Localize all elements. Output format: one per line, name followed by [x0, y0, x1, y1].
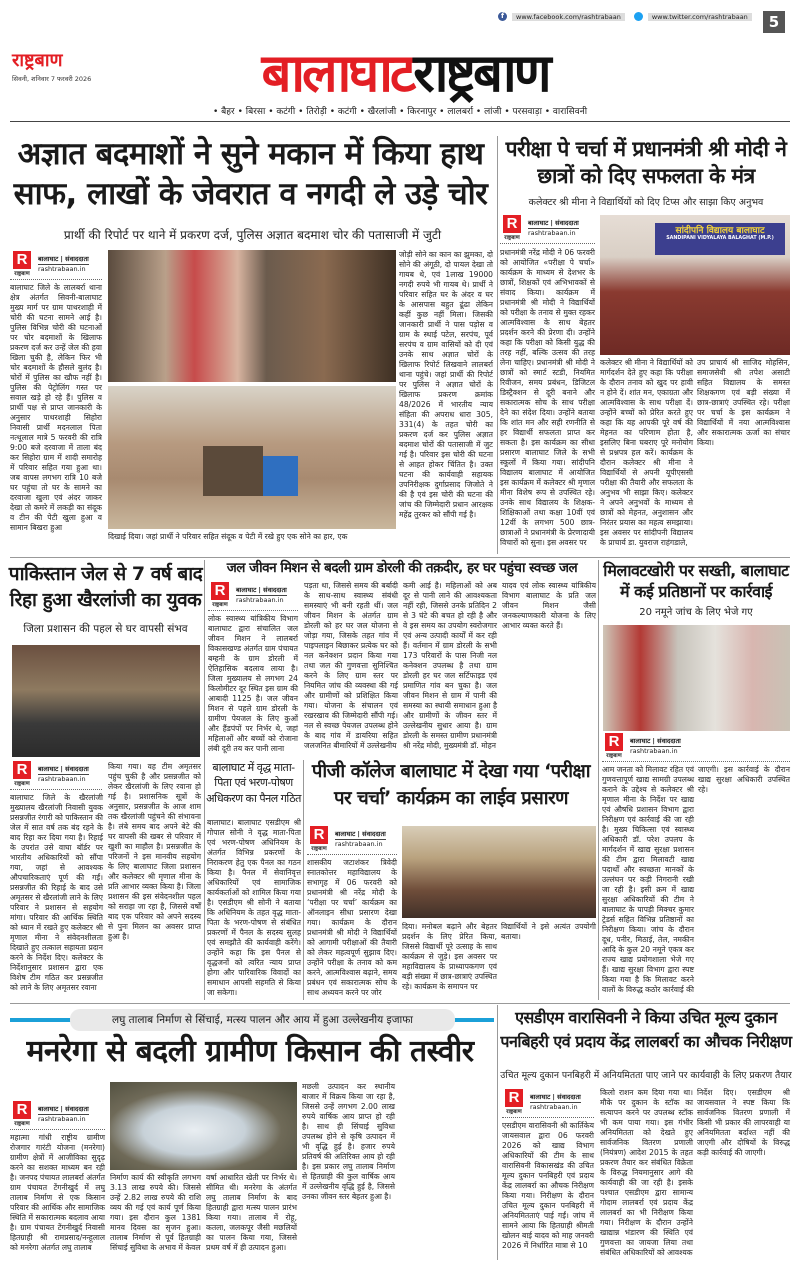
a2-body-col3: उप प्राचार्य श्री साजिद मोहसिन, समाजसेवी श्री तपेश असाटी सहित विद्यालय के समस्त शिक्षकगण एवं बड़ी संख्या में छात्र-छात्राएं उपस्थित रहे। परीक्षा पर चर्चा के इस कार्यक्रम ने विद्यार्थियों में नया आत्मविश्वास और सकारात्मक ऊर्जा का संचार किया।: [697, 358, 790, 448]
rashtrabaan-logo: R राष्ट्रबाण: [506, 1088, 522, 1115]
a1-body-left: बालाघाट जिले के लालबर्रा थाना क्षेत्र अंतर्गत सिवनी-बालाघाट मुख्य मार्ग पर ग्राम पाथरशाही में चोरी की घटना सामने आई है। पुलिस विभिन्न चोरी की घटनाओं पर चोर बदमाशों के खिलाफ प्रकरण दर्ज कर उन्हें जेल की हवा खिला चुकी है, लेकिन फिर भी चोर बदमाशों के हौसले बुलंद है।चोरों में पुलिस का खौफ नहीं है। पुलिस की पेट्रोलिंग गस्त पर सवाल खड़े हो रहे हैं। पुलिस व प्रार्थी पक्ष से प्राप्त जानकारी के अनुसार पाथरशाही सिहोरा निवासी प्रार्थी मदनलाल पिता नत्थूलाल मात्रे 5 फरवरी की रात्रि 9:00 बजे दरवाजा में ताला बंद कर सिहोरा ग्राम में शादी समारोह में परिवार सहित गया हुआ था। जब वापस लगभग रात्रि 10 बजे घर पहुंचा तो घर के सामने का दरवाजा खुला एवं अंदर जाकर देखा तो कमरे में लकड़ी का संदूक व टीन की पेटी खुला हुआ व सामान बिखरा हुआ: [10, 283, 102, 533]
a7-body-col2: जाएगी। इस कार्रवाई के दौरान खाद्य सुरक्षा अधिकारी उपस्थित रहे।: [698, 765, 790, 795]
masthead-title-red: बालाघाट: [261, 42, 414, 104]
row-rule: [10, 557, 790, 558]
masthead-title-black: राष्ट्रबाण: [413, 42, 549, 104]
row-rule: [10, 1003, 790, 1004]
a2-headline: परीक्षा पे चर्चा में प्रधानमंत्री श्री मोदी ने छात्रों को दिए सफलता के मंत्र: [505, 137, 787, 189]
column-divider: [303, 760, 304, 1000]
masthead-rule: [10, 121, 790, 122]
a9-body-col3: निर्देश दिए। एसडीएम श्री जायसवाल ने स्पष्ट किया कि सार्वजनिक वितरण प्रणाली में किसी भी प्रकार की लापरवाही या अनियमितता बर्दाश्त नहीं की जाएगी और दोषियों के विरुद्ध कड़ी कार्रवाई की जाएगी।: [697, 1088, 790, 1158]
byline: R राष्ट्रबाण बालाघाट | संवाददाता rashtrabaan.in: [502, 1088, 594, 1118]
a9-body-col1: एसडीएम वारासिवनी श्री कार्तिकेय जायसवाल द्वारा 06 फरवरी 2026 को खाद्य विभाग अधिकारियों की टीम के साथ वारासिवनी विकासखंड की उचित मूल्य दुकान पनबिहरी एवं प्रदाय केंद्र लालबर्रा का औचक निरीक्षण किया गया। निरीक्षण के दौरान उचित मूल्य दुकान पनबिहरी में अनियमितताएं पाई गईं। जांच में सामने आया कि हितग्राही श्रीमती खोलन बाई यादव को माह जनवरी 2026 में निर्धारित मात्रा से 10: [502, 1121, 594, 1251]
a1-caption: दिखाई दिया। जहां प्रार्थी ने परिवार सहित संदूक व पेटी में रखे हुए एक सोने का हार, एक: [108, 532, 348, 541]
a2-subhead: कलेक्टर श्री मीना ने विद्यार्थियों को दिए टिप्स और साझा किए अनुभव: [528, 197, 764, 208]
dateline: सिवनी, शनिवार 7 फरवरी 2026: [12, 75, 92, 83]
byline: R राष्ट्रबाण बालाघाट | संवाददाता rashtrabaan.in: [208, 581, 298, 611]
towns-nav: • बैहर • बिरसा • कटंगी • तिरोड़ी • कटंगी • खैरलांजी • किरनापुर • लालबर्रा • लांजी • परसवाड़ा • वारासिवनी: [212, 107, 588, 117]
rashtrabaan-logo: R राष्ट्रबाण: [606, 732, 622, 759]
a7-body-col1: आम जनता को मिलावट रहित एवं गुणवत्तापूर्ण खाद्य सामग्री उपलब्ध कराने के उद्देश्य से कलेक्टर श्री मृणाल मीना के निर्देश पर खाद्य एवं औषधि प्रशासन विभाग द्वारा निरीक्षण एवं कार्रवाई की जा रही है। मुख्य चिकित्सा एवं स्वास्थ्य अधिकारी डॉ. परेश उपलप के मार्गदर्शन में खाद्य सुरक्षा प्रशासन की टीम द्वारा मिलावटी खाद्य पदार्थों और स्वच्छता मानकों के उल्लंघन पर कड़ी निगरानी रखी जा रही है। इसी क्रम में खाद्य सुरक्षा अधिकारियों की टीम ने बालाघाट के पापड़ी मिक्चर कुमार ट्रेडर्स सहित विभिन्न प्रतिष्ठानों का निरीक्षण किया। जांच के दौरान दूध, पनीर, मिठाई, तेल, नमकीन आदि के कुल 20 नमूने एकत्र कर राज्य खाद्य प्रयोगशाला भेजे गए हैं। खाद्य सुरक्षा विभाग द्वारा स्पष्ट किया गया है कि मिलावट करने वालों के विरुद्ध कठोर कार्रवाई की: [602, 765, 694, 995]
a5-body: बालाघाट। बालाघाट एसडीएम श्री गोपाल सोनी ने वृद्ध माता-पिता एवं भरण-पोषण अधिनियम के अंतर्गत विभिन्न प्रकरणों के निराकरण हेतु एक पैनल का गठन किया है। पैनल में सेवानिवृत्त अधिकारियों एवं सामाजिक कार्यकर्ताओं को शामिल किया गया है। एसडीएम श्री सोनी ने बताया कि अधिनियम के तहत वृद्ध माता-पिता के भरण-पोषण से संबंधित प्रकरणों में पैनल के सदस्य सुलह एवं समझौते की कार्यवाही करेंगे। उन्होंने कहा कि इस पैनल से वृद्धजनों को त्वरित न्याय प्राप्त होगा और पारिवारिक विवादों का समाधान आपसी सहमति से किया जा सकेगा।: [207, 818, 301, 998]
a8-photo-pond: [110, 1082, 297, 1170]
a8-byline: [10, 1100, 105, 1130]
a7-subhead: 20 नमूने जांच के लिए भेजे गए: [639, 607, 753, 618]
byline: R राष्ट्रबाण बालाघाट | संवाददाता rashtrabaan.in: [10, 760, 102, 790]
facebook-icon: f: [498, 12, 507, 21]
a1-subhead: प्रार्थी की रिपोर्ट पर थाने में प्रकरण दर्ज, पुलिस अज्ञात बदमाश चोर की पतासाजी में जुटी: [63, 228, 442, 242]
a3-subhead: जिला प्रशासन की पहल से घर वापसी संभव: [23, 623, 188, 635]
a3-body-col1: बालाघाट जिले के खैरलांजी मुख्यालय खैरलांजी निवासी युवक प्रसन्नजीत रंगारी को पाकिस्तान की जेल में सात वर्ष तक बंद रहने के बाद रिहा कर दिया गया है। रिहाई के उपरांत उसे वाघा बॉर्डर पर भारतीय अधिकारियों को सौंपा गया, जहां से आवश्यक औपचारिकताएं पूर्ण की गईं। प्रसन्नजीत की रिहाई के बाद उसे अमृतसर से खैरलांजी लाने के लिए परिवार ने प्रशासन से सहयोग मांगा। परिवार की आर्थिक स्थिति को ध्यान में रखते हुए कलेक्टर श्री मृणाल मीना ने संवेदनशीलता दिखाते हुए तत्काल सहायता प्रदान करने के निर्देश दिए। कलेक्टर के निर्देशानुसार प्रशासन द्वारा एक विशेष टीम गठित कर प्रसन्नजीत को लाने के लिए अमृतसर रवाना: [10, 793, 103, 993]
byline-place: बालाघाट | संवाददाता: [38, 255, 89, 265]
a8-headline: मनरेगा से बदली ग्रामीण किसान की तस्वीर: [26, 1034, 474, 1069]
a4-body-col2: पड़ता था, जिससे समय की बर्बादी के साथ-साथ स्वास्थ्य संबंधी समस्याएं भी बनी रहती थीं। जल जीवन मिशन के अंतर्गत ग्राम डोरली को हर घर जल योजना से जोड़ा गया, जिसके तहत गांव में पाइपलाइन बिछाकर प्रत्येक घर को नल कनेक्शन प्रदान किया गया तथा जल की गुणवत्ता सुनिश्चित करने के लिए ग्राम स्तर पर नियमित जांच की व्यवस्था की गई और ग्रामीणों को प्रशिक्षित किया गया। योजना के संचालन एवं रखरखाव की जिम्मेदारी सौंपी गई। नल से स्वच्छ पेयजल उपलब्ध होने के बाद गांव में डायरिया सहित जलजनित बीमारियों में उल्लेखनीय: [304, 581, 398, 751]
twitter-link[interactable]: www.twitter.com/rashtrabaan: [648, 13, 752, 21]
column-divider: [497, 136, 498, 554]
rashtrabaan-logo: R राष्ट्रबाण: [14, 250, 30, 277]
a9-banner-line: [458, 1018, 494, 1022]
byline: R राष्ट्रबाण बालाघाट | संवाददाता rashtrabaan.in: [307, 825, 397, 855]
rashtrabaan-logo: R राष्ट्रबाण: [14, 1100, 30, 1127]
facebook-link[interactable]: www.facebook.com/rashtrabaan: [512, 13, 625, 21]
a6-headline: पीजी कॉलेज बालाघाट में देखा गया ‘परीक्षा पर चर्चा’ कार्यक्रम का लाईव प्रसारण: [311, 761, 591, 809]
a6-photo-hall: [402, 826, 596, 918]
a3-body-col2: किया गया। वह टीम अमृतसर पहुंच चुकी है और प्रसन्नजीत को लेकर खैरलांजी के लिए रवाना हो गई है। प्रशासनिक सूत्रों के अनुसार, प्रसन्नजीत के आज शाम तक खैरलांजी पहुंचने की संभावना है। लंबे समय बाद अपने बेटे की घर वापसी की खबर से परिवार में खुशी का माहौल है। प्रसन्नजीत के परिजनों ने इस मानवीय सहयोग के लिए बालाघाट जिला प्रशासन और कलेक्टर श्री मृणाल मीना के प्रति आभार व्यक्त किया है। जिला प्रशासन की इस संवेदनशील पहल को सराहा जा रहा है, जिससे वर्षों बाद एक परिवार को अपने सदस्य से पुनः मिलन का अवसर प्राप्त हुआ है।: [108, 762, 201, 942]
a3-headline: पाकिस्तान जेल से 7 वर्ष बाद रिहा हुआ खैरलांजी का युवक: [8, 563, 203, 611]
byline: R राष्ट्रबाण बालाघाट | संवाददाता rashtrabaan.in: [500, 214, 595, 244]
rashtrabaan-logo: R राष्ट्रबाण: [212, 581, 228, 608]
a6-byline: [307, 825, 397, 855]
a7-headline: मिलावटखोरी पर सख्ती, बालाघाट में कई प्रतिष्ठानों पर कार्रवाई: [603, 561, 789, 601]
a6-body-col3: विद्यार्थियों ने इसे अत्यंत उपयोगी बताया।: [501, 922, 596, 942]
rashtrabaan-logo: R राष्ट्रबाण: [504, 214, 520, 241]
school-banner: सांदीपनि विद्यालय बालाघाट SANDIPANI VIDYALAYA BALAGHAT (M.P.): [655, 223, 785, 255]
a8-banner: लघु तालाब निर्माण से सिंचाई, मत्स्य पालन और आय में हुआ उल्लेखनीय इजाफा: [70, 1009, 455, 1031]
a4-headline: जल जीवन मिशन से बदली ग्राम डोरली की तक़दीर, हर घर पहुंचा स्वच्छ जल: [226, 560, 578, 576]
a9-subhead: उचित मूल्य दुकान पनबिहरी में अनियमितता पाए जाने पर कार्यवाही के लिए प्रकरण तैयार: [500, 1070, 792, 1081]
a8-body-col2: निर्माण कार्य की स्वीकृति लगभग 3.13 लाख रुपये की। जिससे उन्हें 2.82 लाख रुपये की राशि व्यय की गई एवं कार्य पूर्ण किया गया। इस दौरान कुल 1381 मानव दिवस का सृजन हुआ। तालाब निर्माण से पूर्व हितग्राही सिंचाई सुविधा के अभाव में केवल: [110, 1173, 201, 1253]
byline: R राष्ट्रबाण बालाघाट | संवाददाता rashtrabaan.in: [10, 1100, 105, 1130]
byline: [10, 250, 102, 280]
byline: R राष्ट्रबाण बालाघाट | संवाददाता rashtrabaan.in: [602, 732, 790, 762]
column-divider: [204, 560, 205, 1000]
a3-byline: [10, 760, 102, 790]
small-logo: राष्ट्रबाण: [12, 50, 63, 71]
a8-body-col5: [399, 1082, 492, 1258]
a9-body-col2: किलो राशन कम दिया गया था। मौके पर दुकान के स्टॉक का सत्यापन करने पर उपलब्ध स्टॉक भी कम पाया गया। इस गंभीर अनियमितता को देखते हुए सार्वजनिक वितरण प्रणाली (नियंत्रण) आदेश 2015 के तहत प्रकरण तैयार कर संबंधित विक्रेता के विरुद्ध नियमानुसार आगे की कार्यवाही की जा रही है। इसके पश्चात एसडीएम द्वारा सामान्य गोदाम लालबर्रा एवं प्रदाय केंद्र लालबर्रा का भी निरीक्षण किया गया। निरीक्षण के दौरान उन्होंने खाद्यान्न भंडारण की स्थिति एवं गुणवत्ता का जायजा लिया तथा संबंधित अधिकारियों को आवश्यक: [600, 1088, 693, 1258]
twitter-icon: [634, 12, 643, 21]
a8-body-col4: मछली उत्पादन कर स्थानीय बाजार में विक्रय किया जा रहा है, जिससे उन्हें लगभग 2.00 लाख रुपये वार्षिक आय प्राप्त हो रही है। साथ ही सिंचाई सुविधा उपलब्ध होने से कृषि उत्पादन में भी वृद्धि हुई है। हजार रुपये प्रतिवर्ष की अतिरिक्त आय हो रही है। इस प्रकार लघु तालाब निर्माण से हितग्राही की कुल वार्षिक आय में उल्लेखनीय वृद्धि हुई है, जिससे उनका जीवन स्तर बेहतर हुआ है।: [302, 1082, 395, 1202]
a2-byline: [500, 214, 595, 244]
a1-headline: अज्ञात बदमाशों ने सुने मकान में किया हाथ साफ, लाखों के जेवरात व नगदी ले उड़े चोर: [13, 136, 488, 213]
a3-photo-group: [12, 645, 200, 757]
social-links: [498, 12, 752, 21]
a2-body-col2: कलेक्टर श्री मीना ने विद्यार्थियों को मार्गदर्शन देते हुए कहा कि परीक्षा के दौरान तनाव को खुद पर हावी न होने दें। शांत मन, एकाग्रता और आत्मविश्वास के साथ परीक्षा दें। उन्होंने बच्चों को प्रेरित करते हुए कहा कि यह आपकी पूरे वर्ष की मेहनत का परिणाम होता है, इसलिए बिना घबराए पूरे मनोयोग से प्रश्नपत्र हल करें। कार्यक्रम के दौरान कलेक्टर श्री मीना ने विद्यार्थियों से अपनी यूपीएससी परीक्षा की तैयारी और सफलता के अनुभव भी साझा किए। कलेक्टर ने अपने अनुभवों के माध्यम से छात्रों को मेहनत, अनुशासन और निरंतर प्रयास का महत्व समझाया। इस अवसर पर सांदीपनी विद्यालय के प्राचार्य डा. युवराज राहंगडाले,: [600, 358, 693, 548]
a9-headline: एसडीएम वारासिवनी ने किया उचित मूल्य दुकान पनबिहरी एवं प्रदाय केंद्र लालबर्रा का औचक निरीक्षण: [500, 1008, 792, 1051]
masthead-title: [165, 36, 645, 106]
column-divider: [497, 1005, 498, 1260]
byline-site[interactable]: rashtrabaan.in: [38, 265, 86, 273]
rashtrabaan-logo: R राष्ट्रबाण: [311, 825, 327, 852]
a2-body-col1: प्रधानमंत्री नरेंद्र मोदी ने 06 फरवरी को आयोजित «परीक्षा पे चर्चा» कार्यक्रम के माध्यम से देशभर के छात्रों, शिक्षकों एवं अभिभावकों से संवाद किया। कार्यक्रम में प्रधानमंत्री श्री मोदी ने विद्यार्थियों को परीक्षा के तनाव से मुक्त रहकर आत्मविश्वास के साथ बेहतर प्रदर्शन करने की प्रेरणा दी। उन्होंने कहा कि परीक्षा को किसी युद्ध की तरह नहीं, बल्कि उत्सव की तरह लेना चाहिए। प्रधानमंत्री श्री मोदी ने छात्रों को स्मार्ट स्टडी, नियमित रिवीजन, समय प्रबंधन, डिजिटल डिस्ट्रैक्शन से दूरी बनाने और सकारात्मक सोच के साथ परीक्षा देने का संदेश दिया। उन्होंने बताया कि शांत मन और सही रणनीति से हर विद्यार्थी सफलता प्राप्त कर सकता है। इस कार्यक्रम का सीधा प्रसारण बालाघाट जिले के सभी स्कूलों में किया गया। सांदीपनि विद्यालय बालाघाट में आयोजित इस कार्यक्रम में कलेक्टर श्री मृणाल मीना विशेष रूप से उपस्थित रहे। उनके साथ विद्यालय के शिक्षक-शिक्षिकाओं तथा कक्षा 10वीं एवं 12वीं के लगभग 500 छात्र-छात्राओं ने प्रधानमंत्री के प्रेरणादायी विचारों को सुना। इस अवसर पर: [500, 248, 595, 548]
column-divider: [598, 560, 599, 1000]
a2-photo-students: [600, 215, 790, 355]
a5-headline: बालाघाट में वृद्ध माता-पिता एवं भरण-पोषण अधिकरण का पैनल गठित: [206, 761, 301, 805]
a8-body-col3: वर्षा आधारित खेती पर निर्भर थे। सीमित थी। मनरेगा के अंतर्गत लघु तालाब निर्माण के बाद हितग्राही द्वारा मत्स्य पालन प्रारंभ किया गया। तालाब में रोहू, कतला, जलकपूर जैसी मछलियों का पालन किया गया, जिससे प्रथम वर्ष में ही उत्पादन हुआ।: [206, 1173, 297, 1253]
a6-body-col1: शासकीय जटाशंकर त्रिवेदी स्नातकोत्तर महाविद्यालय के सभागृह में 06 फरवरी को प्रधानमंत्री श्री नरेंद्र मोदी के ‘परीक्षा पर चर्चा’ कार्यक्रम का ऑनलाइन सीधा प्रसारण देखा गया। कार्यक्रम के दौरान प्रधानमंत्री श्री मोदी ने विद्यार्थियों को आगामी परीक्षाओं की तैयारी को लेकर महत्वपूर्ण सुझाव दिए। उन्होंने परीक्षा के तनाव को कम करने, आत्मविश्वास बढ़ाने, समय प्रबंधन एवं सकारात्मक सोच के साथ अध्ययन करने पर जोर: [307, 858, 397, 998]
a9-byline: [502, 1088, 594, 1118]
page-number: 5: [763, 11, 785, 33]
a1-byline: [10, 250, 102, 280]
a8-body-col1: महात्मा गांधी राष्ट्रीय ग्रामीण रोजगार गारंटी योजना (मनरेगा) ग्रामीण क्षेत्रों में आजीविका सुदृढ़ करने का सशक्त माध्यम बन रही है। जनपद पंचायत लालबर्रा अंतर्गत ग्राम पंचायत टेंगनीखुर्द में लघु तालाब निर्माण से एक किसान परिवार की आर्थिक और सामाजिक स्थिति में सकारात्मक बदलाव आया है। ग्राम पंचायत टेंगनीखुर्द निवासी हितग्राही श्री रामप्रसाद/नन्हूलाल को मनरेगा अंतर्गत लघु तालाब: [10, 1133, 106, 1253]
a6-body-col2: दिया। मनोबल बढ़ाने और बेहतर प्रदर्शन के लिए प्रेरित किया, जिससे विद्यार्थी पूरे उत्साह के साथ कार्यक्रम से जुड़े। इस अवसर पर महाविद्यालय के प्राध्यापकगण एवं बड़ी संख्या में छात्र-छात्राएं उपस्थित रहे। कार्यक्रम के समापन पर: [402, 922, 497, 992]
a4-body-col4: यादव एवं लोक स्वास्थ्य यांत्रिकीय विभाग बालाघाट के प्रति जल जीवन मिशन जैसी जनकल्याणकारी योजना के लिए आभार व्यक्त करते हैं।: [502, 581, 596, 631]
a4-body-col3: कमी आई है। महिलाओं को अब दूर से पानी लाने की आवश्यकता नहीं रही, जिससे उनके प्रतिदिन 2 से 3 घंटे की बचत हो रही है और वे इस समय का उपयोग स्वरोजगार एवं अन्य उत्पादी कार्यों में कर रही हैं। वर्तमान में ग्राम डोरली के सभी 173 परिवारों के पास निजी नल कनेक्शन उपलब्ध है तथा ग्राम डोरली हर घर जल सर्टिफाइड एवं प्रमाणित गांव बन चुका है। जल जीवन मिशन से ग्राम में पानी की समस्या का स्थायी समाधान हुआ है और ग्रामीणों के जीवन स्तर में उल्लेखनीय सुधार आया है। ग्राम डोरली के समस्त ग्रामीण प्रधानमंत्री श्री नरेंद्र मोदी, मुख्यमंत्री डॉ. मोहन: [403, 581, 497, 751]
a1-photo-house: [108, 386, 396, 529]
a4-body-col1: लोक स्वास्थ्य यांत्रिकीय विभाग बालाघाट द्वारा संचालित जल जीवन मिशन ने लालबर्रा विकासखण्ड अंतर्गत ग्राम पंचायत बम्हनी के ग्राम डोरली में ऐतिहासिक बदलाव लाया है। जिला मुख्यालय से लगभग 24 किलोमीटर दूर स्थित इस ग्राम की आबादी 1125 है। जल जीवन मिशन से पहले ग्राम डोरली के ग्रामीण पेयजल के लिए कुओं और हैंडपंपों पर निर्भर थे, जहां महिलाओं और बच्चों को रोजाना लंबी दूरी तय कर पानी लाना: [208, 614, 298, 754]
a4-byline: [208, 581, 298, 611]
a1-body-right: जोड़ी सोने का कान का झुमका, दो सोने की अंगूठी, दो पायल देखा तो गायब थे, एवं 1लाख 19000 नगदी रुपये भी गायब थे। प्रार्थी ने परिवार सहित घर के अंदर व घर के आसपास बहुत ढूंढा लेकिन कहीं कुछ नहीं मिला। जिसकी जानकारी प्रार्थी ने पास पड़ोस व ग्राम के स्थाई पटेल, सरपंच, पूर्व सरपंच व ग्राम वासियों को दी एवं उनके साथ अज्ञात चोरों के खिलाफ रिपोर्ट लिखवाने लालबर्रा थाना पहुंचे। जहां प्रार्थी की रिपोर्ट पर पुलिस ने अज्ञात चोरों के खिलाफ प्रकरण क्रमांक 48/2026 में भारतीय न्याय संहिता की अपराध धारा 305, 331(4) के तहत चोरी का प्रकरण दर्ज कर पुलिस अज्ञात बदमाश चोरों की पतासाजी में जुट गई है। परिवार इस चोरी की घटना से आहत होकर चिंतित है। उक्त घटना की कार्यवाही सहायक उपनिरीक्षक दुर्गाप्रसाद जिजोते ने की है एवं इस चोरी की घटना की जांच की जिम्मेदारी प्रधान आरक्षक महेंद्र तुरकर को सौंपी गई है।: [399, 250, 493, 520]
a1-photo-room: [108, 250, 396, 382]
rashtrabaan-logo: R राष्ट्रबाण: [14, 760, 30, 787]
a7-photo-officials: [603, 625, 790, 731]
a7-byline: [602, 732, 790, 762]
